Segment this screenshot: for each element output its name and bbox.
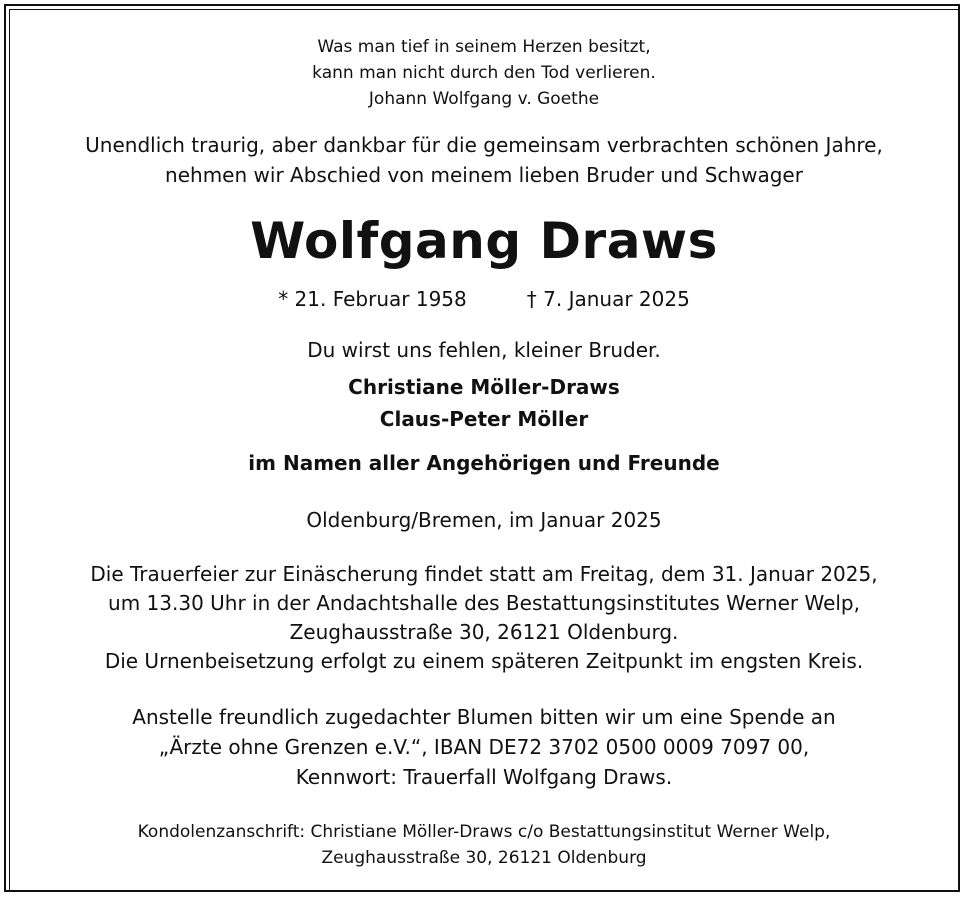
condolence-line-1: Kondolenzanschrift: Christiane Möller-Draws c/o Bestattungsinstitut Werner Welp, (137, 822, 831, 842)
farewell-line: Du wirst uns fehlen, kleiner Bruder. (307, 338, 661, 362)
ceremony-line-1: Die Trauerfeier zur Einäscherung findet statt am Freitag, dem 31. Januar 2025, (90, 562, 878, 586)
ceremony-line-4: Die Urnenbeisetzung erfolgt zu einem späteren Zeitpunkt im engsten Kreis. (104, 649, 864, 673)
death-date: † 7. Januar 2025 (526, 287, 690, 311)
donation-line-2: „Ärzte ohne Grenzen e.V.“, IBAN DE72 3702 0500 0009 7097 00, (158, 735, 810, 759)
place-date: Oldenburg/Bremen, im Januar 2025 (306, 508, 662, 532)
quote-line-2: kann man nicht durch den Tod verlieren. (312, 63, 656, 83)
donation-line-3: Kennwort: Trauerfall Wolfgang Draws. (295, 765, 673, 789)
birth-date: * 21. Februar 1958 (278, 287, 467, 311)
ceremony-line-3: Zeughausstraße 30, 26121 Oldenburg. (289, 620, 679, 644)
signer-name-1: Christiane Möller-Draws (348, 375, 620, 399)
life-dates (0, 287, 968, 311)
signer-name-2: Claus-Peter Möller (379, 407, 589, 431)
condolence-line-2: Zeughausstraße 30, 26121 Oldenburg (321, 848, 647, 868)
intro-line-2: nehmen wir Abschied von meinem lieben Bruder und Schwager (165, 163, 803, 187)
signer-behalf: im Namen aller Angehörigen und Freunde (248, 451, 720, 475)
deceased-name: Wolfgang Draws (250, 212, 718, 270)
ceremony-line-2: um 13.30 Uhr in der Andachtshalle des Bestattungsinstitutes Werner Welp, (108, 591, 860, 615)
intro-line-1: Unendlich traurig, aber dankbar für die gemeinsam verbrachten schönen Jahre, (85, 133, 883, 157)
quote-author: Johann Wolfgang v. Goethe (368, 89, 600, 109)
quote-line-1: Was man tief in seinem Herzen besitzt, (317, 37, 651, 57)
donation-line-1: Anstelle freundlich zugedachter Blumen bitten wir um eine Spende an (132, 705, 836, 729)
